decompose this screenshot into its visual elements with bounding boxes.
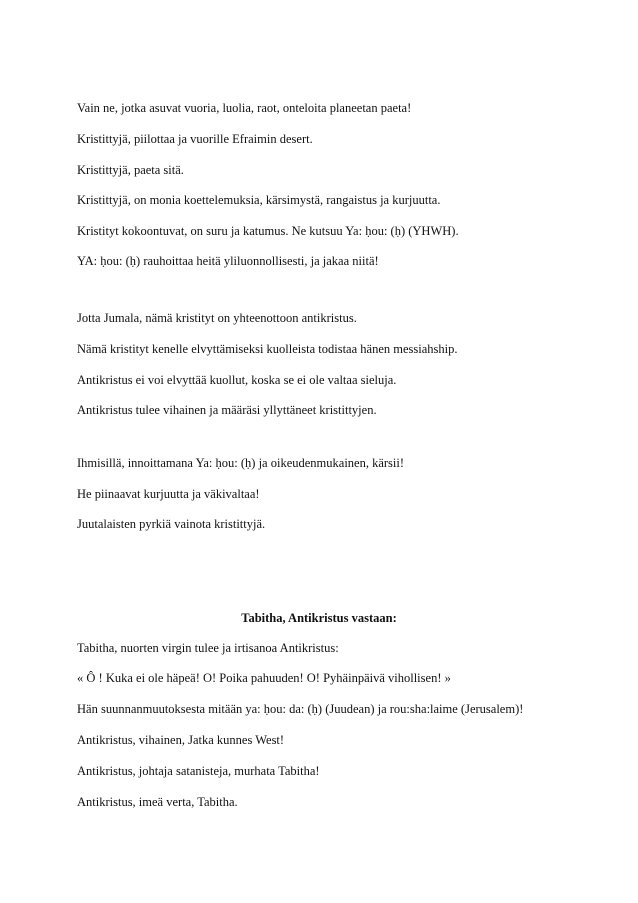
paragraph-line: Ihmisillä, innoittamana Ya: ḥou: (ḥ) ja oikeudenmukainen, kärsii! bbox=[77, 456, 405, 470]
paragraph-line: Antikristus ei voi elvyttää kuollut, koska se ei ole valtaa sieluja. bbox=[77, 373, 397, 387]
paragraph-line: Antikristus, imeä verta, Tabitha. bbox=[77, 795, 238, 809]
paragraph-line: He piinaavat kurjuutta ja väkivaltaa! bbox=[77, 487, 260, 501]
paragraph-line: Hän suunnanmuutoksesta mitään ya: ḥou: da: (ḥ) (Juudean) ja rou:sha:laime (Jerusalem)! bbox=[77, 702, 524, 716]
paragraph-line: YA: ḥou: (ḥ) rauhoittaa heitä yliluonnollisesti, ja jakaa niitä! bbox=[77, 254, 379, 268]
paragraph-line: Jotta Jumala, nämä kristityt on yhteenottoon antikristus. bbox=[77, 311, 357, 325]
paragraph-line: Antikristus, johtaja satanisteja, murhata Tabitha! bbox=[77, 764, 320, 778]
paragraph-line: Kristittyjä, on monia koettelemuksia, kärsimystä, rangaistus ja kurjuutta. bbox=[77, 193, 441, 207]
paragraph-line: Vain ne, jotka asuvat vuoria, luolia, raot, onteloita planeetan paeta! bbox=[77, 101, 412, 115]
paragraph-line: Juutalaisten pyrkiä vainota kristittyjä. bbox=[77, 517, 266, 531]
paragraph-line: Antikristus tulee vihainen ja määräsi yllyttäneet kristittyjen. bbox=[77, 403, 377, 417]
paragraph-line: Kristittyjä, paeta sitä. bbox=[77, 163, 184, 177]
paragraph-line: Kristityt kokoontuvat, on suru ja katumus. Ne kutsuu Ya: ḥou: (ḥ) (YHWH). bbox=[77, 224, 459, 238]
paragraph-line: « Ô ! Kuka ei ole häpeä! O! Poika pahuuden! O! Pyhäinpäivä vihollisen! » bbox=[77, 671, 451, 685]
paragraph-line: Antikristus, vihainen, Jatka kunnes West! bbox=[77, 733, 285, 747]
paragraph-line: Kristittyjä, piilottaa ja vuorille Efraimin desert. bbox=[77, 132, 313, 146]
paragraph-line: Nämä kristityt kenelle elvyttämiseksi kuolleista todistaa hänen messiahship. bbox=[77, 342, 458, 356]
section-heading: Tabitha, Antikristus vastaan: bbox=[241, 611, 397, 625]
paragraph-line: Tabitha, nuorten virgin tulee ja irtisanoa Antikristus: bbox=[77, 641, 339, 655]
